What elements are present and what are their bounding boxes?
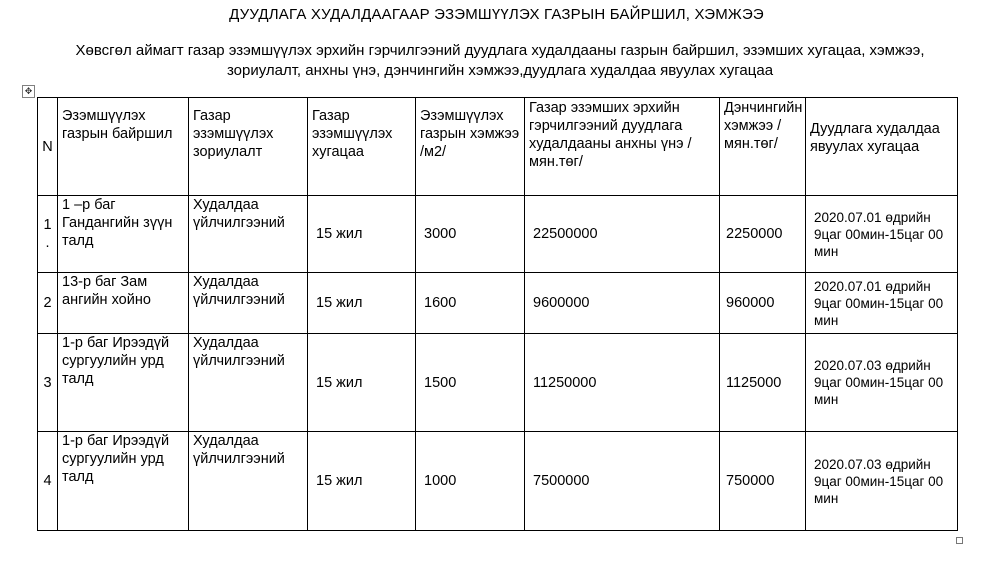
- row-purpose: Худалдаа үйлчилгээний: [189, 432, 308, 531]
- header-term: Газар эзэмшүүлэх хугацаа: [308, 98, 416, 196]
- row-auction-time: 2020.07.01 өдрийн 9цаг 00мин-15цаг 00 мин: [806, 273, 958, 334]
- header-purpose: Газар эзэмшүүлэх зориулалт: [189, 98, 308, 196]
- row-deposit: 960000: [720, 273, 806, 334]
- header-location: Эзэмшүүлэх газрын байршил: [58, 98, 189, 196]
- row-number: 2: [38, 273, 58, 334]
- table-row: [38, 196, 958, 273]
- row-deposit: 750000: [720, 432, 806, 531]
- row-deposit: 1125000: [720, 334, 806, 432]
- header-deposit: Дэнчингийн хэмжээ /мян.төг/: [720, 98, 806, 196]
- row-term: 15 жил: [308, 432, 416, 531]
- document-title: ДУУДЛАГА ХУДАЛДААГААР ЭЗЭМШҮҮЛЭХ ГАЗРЫН БАЙРШИЛ, ХЭМЖЭЭ: [229, 6, 764, 23]
- resize-handle-icon[interactable]: [956, 537, 963, 544]
- row-auction-time: 2020.07.01 өдрийн 9цаг 00мин-15цаг 00 мин: [806, 196, 958, 273]
- row-deposit: 2250000: [720, 196, 806, 273]
- row-area: 1500: [416, 334, 525, 432]
- row-area: 1600: [416, 273, 525, 334]
- row-auction-time: 2020.07.03 өдрийн 9цаг 00мин-15цаг 00 мин: [806, 334, 958, 432]
- header-start-price: Газар эзэмших эрхийн гэрчилгээний дуудлага худалдааны анхны үнэ /мян.төг/: [525, 98, 720, 196]
- row-purpose: Худалдаа үйлчилгээний: [189, 334, 308, 432]
- row-start-price: 22500000: [525, 196, 720, 273]
- row-location: 13-р баг Зам ангийн хойно: [58, 273, 189, 334]
- row-location: 1 –р баг Гандангийн зүүн талд: [58, 196, 189, 273]
- header-area: Эзэмшүүлэх газрын хэмжээ /м2/: [416, 98, 525, 196]
- header-number: N: [38, 98, 58, 196]
- row-term: 15 жил: [308, 334, 416, 432]
- land-auction-table: [37, 97, 958, 531]
- row-location: 1-р баг Ирээдүй сургуулийн урд талд: [58, 334, 189, 432]
- move-handle-icon[interactable]: ✥: [22, 85, 35, 98]
- row-auction-time: 2020.07.03 өдрийн 9цаг 00мин-15цаг 00 мин: [806, 432, 958, 531]
- row-start-price: 9600000: [525, 273, 720, 334]
- row-purpose: Худалдаа үйлчилгээний: [189, 273, 308, 334]
- row-term: 15 жил: [308, 273, 416, 334]
- row-area: 3000: [416, 196, 525, 273]
- row-location: 1-р баг Ирээдүй сургуулийн урд талд: [58, 432, 189, 531]
- row-start-price: 7500000: [525, 432, 720, 531]
- document-subtitle: Хөвсгөл аймагт газар эзэмшүүлэх эрхийн гэрчилгээний дуудлага худалдааны газрын байршил, эзэмших хугацаа, хэмжээ, зориулалт, анхны үнэ, дэнчингийн хэмжээ,дуудлага худалдаа явуулах хугацаа: [75, 42, 925, 79]
- table-row: [38, 432, 958, 531]
- header-row: [38, 98, 958, 196]
- row-number: 3: [38, 334, 58, 432]
- row-area: 1000: [416, 432, 525, 531]
- row-number: 1 .: [38, 196, 58, 273]
- table-row: [38, 334, 958, 432]
- row-purpose: Худалдаа үйлчилгээний: [189, 196, 308, 273]
- row-start-price: 11250000: [525, 334, 720, 432]
- header-auction-time: Дуудлага худалдаа явуулах хугацаа: [806, 98, 958, 196]
- row-number: 4: [38, 432, 58, 531]
- row-term: 15 жил: [308, 196, 416, 273]
- table-row: [38, 273, 958, 334]
